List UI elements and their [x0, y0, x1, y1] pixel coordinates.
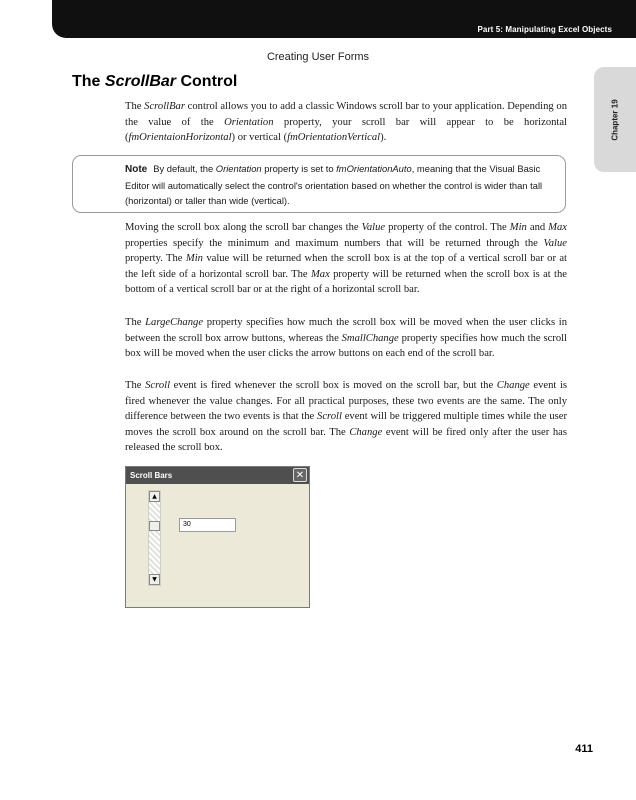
text-run: properties specify the minimum and maximum numbers that will be returned through the — [125, 237, 544, 249]
text-run: ). — [380, 132, 387, 144]
italic-term: Value — [361, 222, 386, 233]
text-run: By default, the — [153, 163, 216, 174]
text-run: ) or vertical ( — [231, 132, 288, 144]
text-run: event is fired whenever the value changes. For all practical purposes, these two events are the same. The only difference between the two events is that the — [125, 380, 568, 423]
form-titlebar — [126, 467, 309, 484]
note-box — [72, 155, 566, 213]
text-run: property specifies how much the scroll box will be moved when the user clicks the arrow buttons on each end of the scroll bar. — [125, 332, 567, 360]
part-label: Part 5: Manipulating Excel Objects — [477, 25, 612, 34]
italic-term: fmOrientaionHorizontal — [128, 132, 232, 144]
paragraph-scroll-event — [125, 378, 567, 456]
running-head: Creating User Forms — [266, 51, 370, 63]
italic-term: Change — [349, 426, 383, 438]
italic-term: fmOrientationVertical — [287, 132, 381, 144]
paragraph-value — [125, 220, 567, 298]
text-run: The — [125, 317, 146, 328]
paragraph-largechange — [125, 315, 567, 362]
text-run: value will be returned when the scroll box is at the top of a vertical scroll bar or at the left side of a horizontal scroll bar. The — [125, 253, 567, 280]
note-body — [125, 163, 542, 206]
italic-term: Orientation — [224, 116, 274, 128]
italic-term: fmOrientationAuto — [336, 163, 412, 174]
italic-term: LargeChange — [145, 317, 204, 328]
chapter-label: Chapter 19 — [610, 98, 620, 141]
text-run: property of the control. The — [385, 222, 510, 233]
text-run: The — [125, 380, 146, 391]
value-textbox[interactable]: 30 — [179, 518, 236, 532]
chapter-tab — [594, 67, 636, 172]
text-run: property specifies how much the scroll box will be moved when the user clicks in between the scroll box arrow buttons, whereas the — [125, 317, 567, 344]
title-prefix: The — [72, 73, 105, 90]
text-run: , meaning that the Visual Basic Editor will automatically select the control's orientation based on whether the control is wider than tall (horizontal) or taller than wide (vertical). — [125, 163, 543, 206]
italic-term: Change — [496, 380, 530, 391]
note-label: Note — [125, 164, 148, 175]
text-run: control allows you to add a classic Windows scroll bar to your application. Depending on the value of the — [125, 101, 567, 128]
italic-term: Max — [548, 222, 567, 233]
italic-term: Orientation — [215, 163, 262, 174]
italic-term: Max — [310, 268, 330, 280]
text-run: event is fired whenever the scroll box is moved on the scroll bar, but the — [170, 380, 497, 391]
italic-term: Scroll — [145, 380, 171, 391]
italic-term: SmallChange — [341, 332, 399, 344]
scroll-thumb[interactable] — [149, 521, 160, 531]
italic-term: Value — [543, 237, 567, 249]
scroll-bars-figure — [125, 466, 310, 608]
text-run: property. The — [125, 253, 186, 265]
text-run: event will be triggered multiple times while the user moves the scroll box around on the scroll bar. The — [125, 411, 567, 438]
italic-term: ScrollBar — [144, 101, 185, 112]
header-bar — [52, 0, 636, 38]
page-number: 411 — [575, 743, 593, 755]
title-italic: ScrollBar — [104, 73, 177, 90]
note-text — [125, 161, 555, 209]
text-run: and — [526, 222, 549, 233]
italic-term: Min — [509, 222, 527, 233]
text-run: property will be returned when the scroll box is at the bottom of a vertical scroll bar or at the right of a horizontal scroll bar. — [125, 268, 568, 296]
text-run: property, your scroll bar will appear to be horizontal ( — [125, 116, 567, 144]
title-suffix: Control — [176, 73, 238, 90]
italic-term: Scroll — [317, 411, 342, 423]
intro-paragraph — [125, 99, 567, 146]
section-title — [72, 73, 237, 91]
text-run: Moving the scroll box along the scroll bar changes the — [125, 222, 362, 233]
scroll-down-arrow-icon[interactable]: ▼ — [149, 574, 160, 585]
form-title: Scroll Bars — [130, 471, 173, 480]
scroll-up-arrow-icon[interactable]: ▲ — [149, 491, 160, 502]
text-run: event will be fired only after the user has released the scroll box. — [125, 426, 567, 454]
italic-term: Min — [185, 253, 203, 265]
text-run: The — [125, 101, 145, 112]
vertical-scrollbar[interactable] — [148, 490, 161, 586]
close-icon[interactable]: ✕ — [293, 468, 307, 482]
text-run: property is set to — [261, 163, 337, 174]
